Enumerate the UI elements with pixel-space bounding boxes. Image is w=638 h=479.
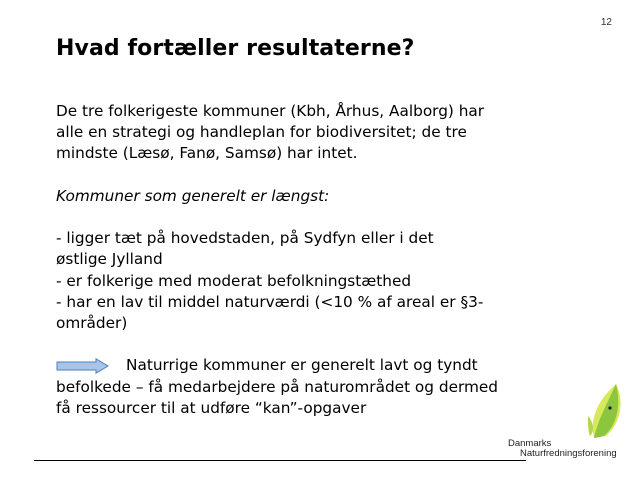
paragraph-line: alle en strategi og handleplan for biodiversitet; de tre bbox=[56, 123, 467, 142]
logo-wordmark bbox=[508, 439, 617, 459]
conclusion-first-line bbox=[56, 355, 596, 376]
bullet-line: - har en lav til middel naturværdi (<10 % af areal er §3- bbox=[56, 292, 484, 311]
paragraph-line: mindste (Læsø, Fanø, Samsø) har intet. bbox=[56, 144, 358, 163]
paragraph-line: De tre folkerigeste kommuner (Kbh, Århus, Aalborg) har bbox=[56, 102, 485, 120]
right-arrow-icon bbox=[56, 358, 109, 374]
bullet-line: - ligger tæt på hovedstaden, på Sydfyn eller i det bbox=[56, 229, 434, 248]
bullet-line: østlige Jylland bbox=[56, 250, 163, 269]
logo-line-1: Danmarks bbox=[508, 438, 552, 449]
subheading: Kommuner som generelt er længst: bbox=[56, 186, 330, 205]
conclusion-line: befolkede – få medarbejdere på naturområdet og dermed bbox=[56, 377, 499, 396]
bullet-line: områder) bbox=[56, 314, 128, 332]
bullet-line: - er folkerige med moderat befolkningstæthed bbox=[56, 271, 412, 290]
logo-line-2: Naturfredningsforening bbox=[520, 448, 617, 459]
footer-divider bbox=[34, 460, 526, 461]
slide-body bbox=[56, 101, 596, 419]
slide-title: Hvad fortæller resultaterne? bbox=[56, 36, 415, 61]
leaf-logo-icon bbox=[588, 380, 623, 440]
conclusion-line: Naturrige kommuner er generelt lavt og tyndt bbox=[126, 356, 478, 375]
slide-number: 12 bbox=[600, 17, 612, 28]
organization-logo bbox=[508, 380, 623, 465]
conclusion-line: få ressourcer til at udføre “kan”-opgaver bbox=[56, 398, 367, 417]
